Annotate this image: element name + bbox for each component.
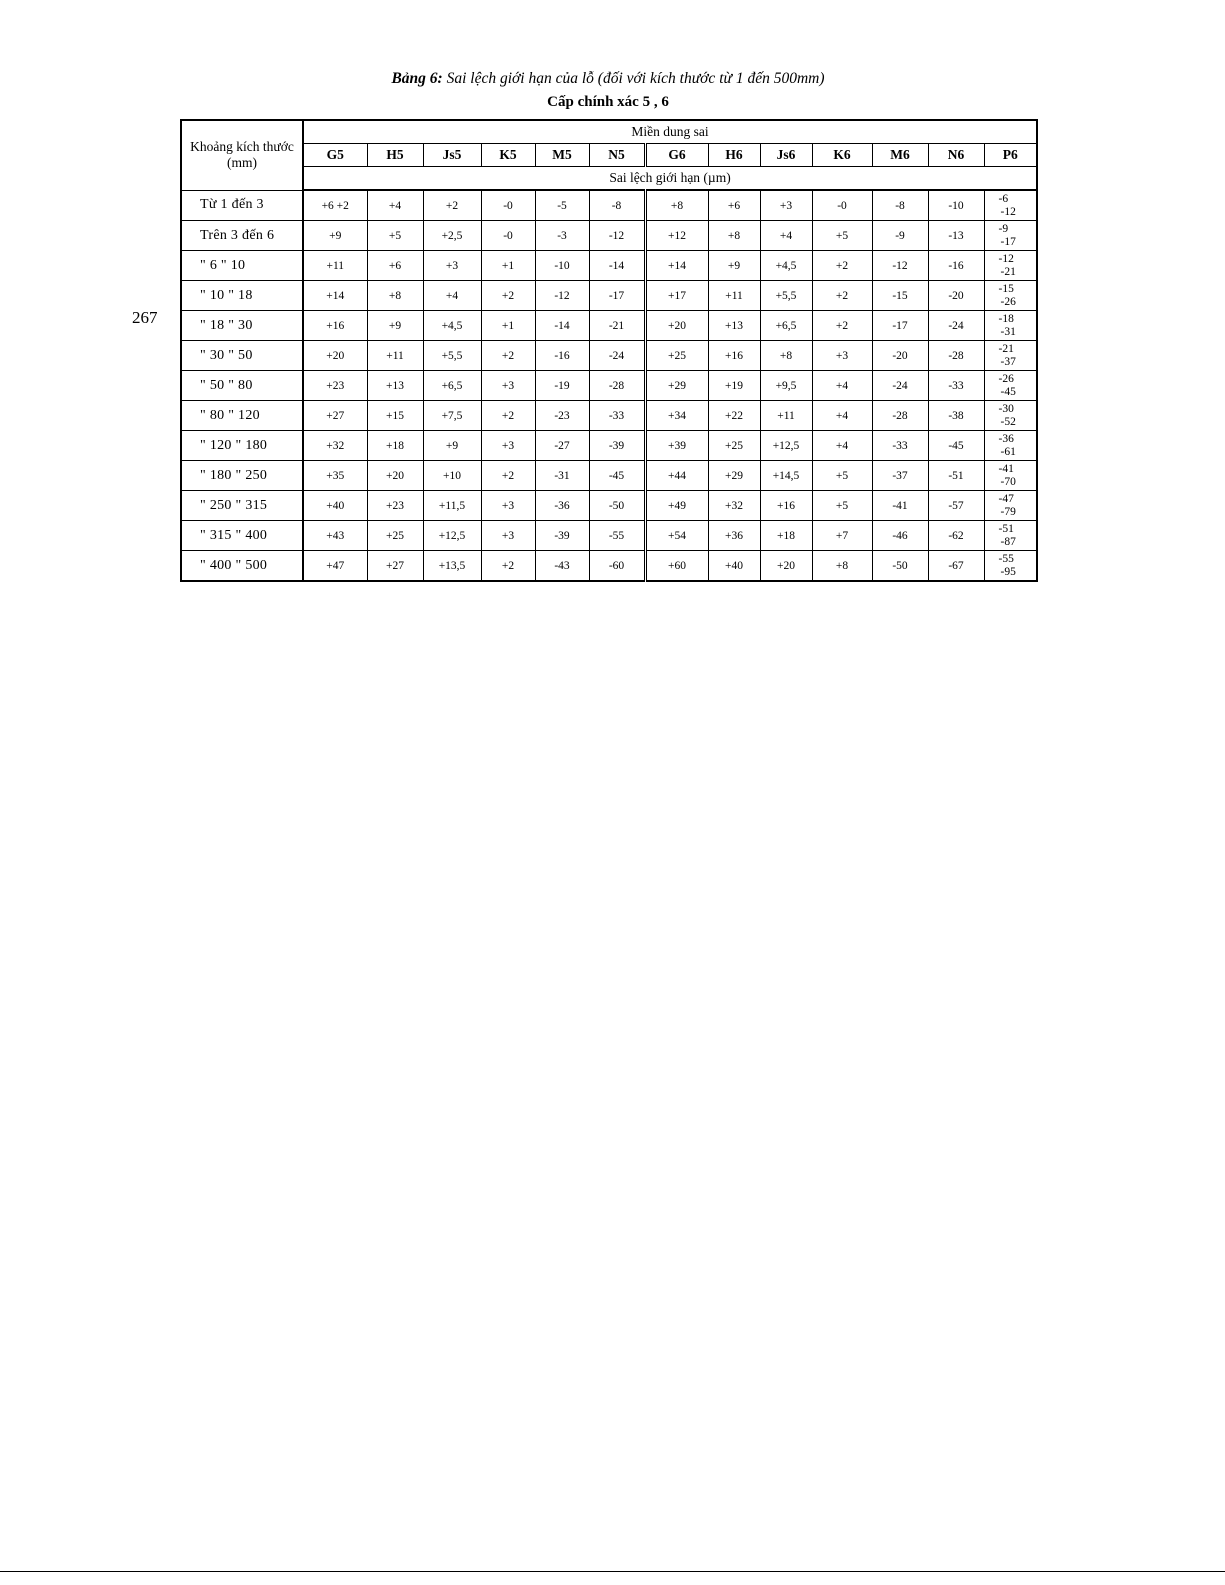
- p6-lower: -17: [1000, 235, 1016, 248]
- deviation-cell-h6: +29: [708, 461, 760, 491]
- deviation-cell-g5: +32: [303, 431, 367, 461]
- deviation-cell-p6: [984, 431, 1037, 461]
- deviation-cell-m5: -23: [535, 401, 589, 431]
- deviation-cell-g6: +34: [645, 401, 708, 431]
- deviation-cell-js5: +9: [423, 431, 481, 461]
- deviation-cell-m6: -50: [872, 551, 928, 582]
- size-range-cell: " 30 " 50: [181, 341, 303, 371]
- deviation-cell-h5: +13: [367, 371, 423, 401]
- p6-upper: -9: [998, 222, 1009, 235]
- p6-lower: -70: [1000, 475, 1016, 488]
- p6-upper: -26: [998, 372, 1014, 385]
- deviation-cell-p6: [984, 371, 1037, 401]
- deviation-cell-h5: +25: [367, 521, 423, 551]
- deviation-cell-p6: [984, 281, 1037, 311]
- deviation-cell-n5: -24: [589, 341, 645, 371]
- p6-lower: -26: [1000, 295, 1016, 308]
- deviation-cell-n5: -8: [589, 190, 645, 221]
- deviation-cell-k5: +2: [481, 551, 535, 582]
- p6-upper: -30: [998, 402, 1014, 415]
- deviation-cell-n6: -51: [928, 461, 984, 491]
- column-header-k6: K6: [812, 144, 872, 167]
- deviation-cell-k6: +5: [812, 221, 872, 251]
- deviation-cell-n5: -17: [589, 281, 645, 311]
- p6-upper: -12: [998, 252, 1014, 265]
- deviation-cell-k6: +7: [812, 521, 872, 551]
- deviation-cell-p6: [984, 311, 1037, 341]
- deviation-cell-k5: +1: [481, 251, 535, 281]
- table-row: [181, 281, 1037, 311]
- deviation-cell-h5: +4: [367, 190, 423, 221]
- table-subtitle: Cấp chính xác 5 , 6: [547, 94, 669, 110]
- table-row: [181, 401, 1037, 431]
- deviation-cell-h5: +8: [367, 281, 423, 311]
- size-range-cell: " 50 " 80: [181, 371, 303, 401]
- size-range-cell: " 120 " 180: [181, 431, 303, 461]
- p6-lower: -79: [1000, 505, 1016, 518]
- deviation-cell-m6: -9: [872, 221, 928, 251]
- deviation-cell-p6: [984, 221, 1037, 251]
- deviation-cell-g5: +20: [303, 341, 367, 371]
- deviation-cell-m5: -10: [535, 251, 589, 281]
- column-header-p6: P6: [984, 144, 1037, 167]
- deviation-cell-k6: +2: [812, 251, 872, 281]
- deviation-cell-m5: -14: [535, 311, 589, 341]
- p6-lower: -45: [1000, 385, 1016, 398]
- deviation-cell-n5: -14: [589, 251, 645, 281]
- size-range-cell: " 400 " 500: [181, 551, 303, 582]
- deviation-cell-h5: +6: [367, 251, 423, 281]
- p6-upper: -51: [998, 522, 1014, 535]
- deviation-cell-k6: +5: [812, 491, 872, 521]
- deviation-cell-js6: +14,5: [760, 461, 812, 491]
- table-row: [181, 491, 1037, 521]
- deviation-cell-k5: -0: [481, 221, 535, 251]
- deviation-cell-g6: +8: [645, 190, 708, 221]
- deviation-cell-h5: +23: [367, 491, 423, 521]
- size-range-cell: " 18 " 30: [181, 311, 303, 341]
- p6-lower: -87: [1000, 535, 1016, 548]
- p6-lower: -37: [1000, 355, 1016, 368]
- deviation-cell-m5: -36: [535, 491, 589, 521]
- deviation-cell-g5: +16: [303, 311, 367, 341]
- size-range-cell: " 180 " 250: [181, 461, 303, 491]
- deviation-cell-m6: -15: [872, 281, 928, 311]
- deviation-cell-n5: -55: [589, 521, 645, 551]
- deviation-cell-g5: +35: [303, 461, 367, 491]
- deviation-cell-g6: +20: [645, 311, 708, 341]
- deviation-cell-js5: +7,5: [423, 401, 481, 431]
- deviation-cell-k6: -0: [812, 190, 872, 221]
- column-header-n5: N5: [589, 144, 645, 167]
- deviation-cell-h5: +5: [367, 221, 423, 251]
- deviation-cell-js6: +9,5: [760, 371, 812, 401]
- deviation-cell-n6: -45: [928, 431, 984, 461]
- deviation-cell-g5: +27: [303, 401, 367, 431]
- deviation-cell-m5: -27: [535, 431, 589, 461]
- deviation-cell-g6: +49: [645, 491, 708, 521]
- deviation-cell-h5: +15: [367, 401, 423, 431]
- deviation-cell-h6: +40: [708, 551, 760, 582]
- deviation-cell-h6: +22: [708, 401, 760, 431]
- size-range-cell: " 10 " 18: [181, 281, 303, 311]
- deviation-cell-p6: [984, 491, 1037, 521]
- p6-upper: -41: [998, 462, 1014, 475]
- deviation-cell-k5: +3: [481, 371, 535, 401]
- deviation-cell-k6: +4: [812, 401, 872, 431]
- deviation-cell-n5: -50: [589, 491, 645, 521]
- p6-upper: -47: [998, 492, 1014, 505]
- size-range-cell: Từ 1 đến 3: [181, 190, 303, 221]
- deviation-cell-m5: -39: [535, 521, 589, 551]
- deviation-cell-h6: +25: [708, 431, 760, 461]
- deviation-cell-m6: -8: [872, 190, 928, 221]
- size-range-cell: " 250 " 315: [181, 491, 303, 521]
- deviation-cell-m5: -16: [535, 341, 589, 371]
- unit-header: Sai lệch giới hạn (µm): [303, 167, 1037, 191]
- deviation-cell-js5: +6,5: [423, 371, 481, 401]
- deviation-cell-n6: -57: [928, 491, 984, 521]
- deviation-cell-k5: +2: [481, 401, 535, 431]
- deviation-cell-m6: -28: [872, 401, 928, 431]
- deviation-cell-h5: +18: [367, 431, 423, 461]
- deviation-cell-g6: +39: [645, 431, 708, 461]
- deviation-cell-p6: [984, 521, 1037, 551]
- deviation-cell-g6: +60: [645, 551, 708, 582]
- table-body: [181, 190, 1037, 581]
- deviation-cell-h5: +11: [367, 341, 423, 371]
- table-row: [181, 431, 1037, 461]
- size-range-cell: " 6 " 10: [181, 251, 303, 281]
- column-header-g6: G6: [645, 144, 708, 167]
- deviation-cell-g5: +6 +2: [303, 190, 367, 221]
- deviation-cell-js6: +18: [760, 521, 812, 551]
- deviation-cell-h6: +16: [708, 341, 760, 371]
- deviation-cell-g6: +44: [645, 461, 708, 491]
- deviation-cell-n6: -13: [928, 221, 984, 251]
- deviation-cell-h6: +6: [708, 190, 760, 221]
- deviation-cell-k5: +1: [481, 311, 535, 341]
- table-row: [181, 190, 1037, 221]
- deviation-cell-m6: -33: [872, 431, 928, 461]
- deviation-cell-h6: +36: [708, 521, 760, 551]
- deviation-cell-m6: -17: [872, 311, 928, 341]
- column-header-h5: H5: [367, 144, 423, 167]
- deviation-cell-m6: -37: [872, 461, 928, 491]
- deviation-cell-n5: -45: [589, 461, 645, 491]
- deviation-cell-h6: +13: [708, 311, 760, 341]
- tolerance-table: [180, 119, 1038, 582]
- deviation-cell-h5: +9: [367, 311, 423, 341]
- deviation-cell-m5: -12: [535, 281, 589, 311]
- deviation-cell-n6: -20: [928, 281, 984, 311]
- deviation-cell-g6: +17: [645, 281, 708, 311]
- deviation-cell-k5: +3: [481, 521, 535, 551]
- deviation-cell-k6: +8: [812, 551, 872, 582]
- p6-lower: -61: [1000, 445, 1016, 458]
- deviation-cell-js6: +6,5: [760, 311, 812, 341]
- deviation-cell-js6: +12,5: [760, 431, 812, 461]
- deviation-cell-js6: +4,5: [760, 251, 812, 281]
- column-code-row: [181, 144, 1037, 167]
- deviation-cell-p6: [984, 190, 1037, 221]
- table-row: [181, 251, 1037, 281]
- deviation-cell-n5: -39: [589, 431, 645, 461]
- deviation-cell-k5: +2: [481, 341, 535, 371]
- table-row: [181, 341, 1037, 371]
- deviation-cell-g5: +14: [303, 281, 367, 311]
- deviation-cell-k5: -0: [481, 190, 535, 221]
- deviation-cell-k6: +3: [812, 341, 872, 371]
- size-range-cell: " 80 " 120: [181, 401, 303, 431]
- deviation-cell-p6: [984, 551, 1037, 582]
- column-header-n6: N6: [928, 144, 984, 167]
- deviation-cell-h5: +27: [367, 551, 423, 582]
- deviation-cell-g6: +12: [645, 221, 708, 251]
- p6-lower: -52: [1000, 415, 1016, 428]
- deviation-cell-m5: -31: [535, 461, 589, 491]
- deviation-cell-n5: -28: [589, 371, 645, 401]
- deviation-cell-m6: -20: [872, 341, 928, 371]
- deviation-cell-m5: -43: [535, 551, 589, 582]
- column-header-js6: Js6: [760, 144, 812, 167]
- table-row: [181, 311, 1037, 341]
- deviation-cell-js6: +8: [760, 341, 812, 371]
- deviation-cell-js5: +13,5: [423, 551, 481, 582]
- deviation-cell-k5: +2: [481, 281, 535, 311]
- deviation-cell-n6: -10: [928, 190, 984, 221]
- deviation-cell-js5: +2,5: [423, 221, 481, 251]
- deviation-cell-m6: -41: [872, 491, 928, 521]
- deviation-cell-n5: -33: [589, 401, 645, 431]
- table-row: [181, 551, 1037, 582]
- table-row: [181, 221, 1037, 251]
- deviation-cell-g6: +14: [645, 251, 708, 281]
- deviation-cell-m6: -24: [872, 371, 928, 401]
- table-row: [181, 371, 1037, 401]
- deviation-cell-g5: +23: [303, 371, 367, 401]
- p6-upper: -18: [998, 312, 1014, 325]
- p6-upper: -6: [998, 192, 1009, 205]
- deviation-cell-k5: +2: [481, 461, 535, 491]
- table-row: [181, 461, 1037, 491]
- deviation-cell-h6: +8: [708, 221, 760, 251]
- caption-text: Sai lệch giới hạn của lỗ (đối với kích thước từ 1 đến 500mm): [446, 70, 825, 87]
- p6-lower: -95: [1000, 565, 1016, 578]
- deviation-cell-n5: -21: [589, 311, 645, 341]
- deviation-cell-h5: +20: [367, 461, 423, 491]
- caption-lead: Bảng 6:: [391, 70, 443, 87]
- deviation-cell-m6: -12: [872, 251, 928, 281]
- deviation-cell-k5: +3: [481, 431, 535, 461]
- zone-header: Miền dung sai: [303, 120, 1037, 144]
- deviation-cell-n6: -33: [928, 371, 984, 401]
- deviation-cell-p6: [984, 461, 1037, 491]
- bottom-rule: [0, 1571, 1225, 1572]
- deviation-cell-p6: [984, 251, 1037, 281]
- deviation-cell-g6: +25: [645, 341, 708, 371]
- deviation-cell-g5: +43: [303, 521, 367, 551]
- column-header-js5: Js5: [423, 144, 481, 167]
- p6-upper: -21: [998, 342, 1014, 355]
- deviation-cell-m6: -46: [872, 521, 928, 551]
- deviation-cell-g5: +9: [303, 221, 367, 251]
- deviation-cell-js5: +5,5: [423, 341, 481, 371]
- deviation-cell-js6: +3: [760, 190, 812, 221]
- deviation-cell-js5: +11,5: [423, 491, 481, 521]
- deviation-cell-js5: +3: [423, 251, 481, 281]
- deviation-cell-m5: -5: [535, 190, 589, 221]
- deviation-cell-js6: +11: [760, 401, 812, 431]
- deviation-cell-g5: +11: [303, 251, 367, 281]
- table-caption: [180, 70, 1036, 88]
- deviation-cell-js6: +20: [760, 551, 812, 582]
- table-row: [181, 521, 1037, 551]
- deviation-cell-h6: +32: [708, 491, 760, 521]
- deviation-cell-k6: +2: [812, 311, 872, 341]
- deviation-cell-n6: -38: [928, 401, 984, 431]
- deviation-cell-n6: -24: [928, 311, 984, 341]
- size-range-cell: " 315 " 400: [181, 521, 303, 551]
- deviation-cell-n6: -62: [928, 521, 984, 551]
- deviation-cell-k6: +4: [812, 431, 872, 461]
- column-header-h6: H6: [708, 144, 760, 167]
- deviation-cell-k6: +4: [812, 371, 872, 401]
- deviation-cell-k6: +2: [812, 281, 872, 311]
- deviation-cell-n5: -12: [589, 221, 645, 251]
- deviation-cell-js6: +16: [760, 491, 812, 521]
- column-header-m5: M5: [535, 144, 589, 167]
- p6-lower: -31: [1000, 325, 1016, 338]
- p6-upper: -36: [998, 432, 1014, 445]
- page-number: 267: [132, 308, 158, 327]
- deviation-cell-js5: +2: [423, 190, 481, 221]
- deviation-cell-n5: -60: [589, 551, 645, 582]
- range-header: Khoảng kích thước (mm): [181, 120, 303, 190]
- deviation-cell-m5: -3: [535, 221, 589, 251]
- deviation-cell-k5: +3: [481, 491, 535, 521]
- deviation-cell-g6: +54: [645, 521, 708, 551]
- deviation-cell-g5: +47: [303, 551, 367, 582]
- p6-lower: -21: [1000, 265, 1016, 278]
- p6-upper: -15: [998, 282, 1014, 295]
- deviation-cell-js5: +12,5: [423, 521, 481, 551]
- column-header-g5: G5: [303, 144, 367, 167]
- deviation-cell-js6: +4: [760, 221, 812, 251]
- deviation-cell-m5: -19: [535, 371, 589, 401]
- deviation-cell-h6: +19: [708, 371, 760, 401]
- deviation-cell-p6: [984, 401, 1037, 431]
- deviation-cell-js6: +5,5: [760, 281, 812, 311]
- column-header-m6: M6: [872, 144, 928, 167]
- deviation-cell-g6: +29: [645, 371, 708, 401]
- deviation-cell-n6: -67: [928, 551, 984, 582]
- deviation-cell-g5: +40: [303, 491, 367, 521]
- deviation-cell-k6: +5: [812, 461, 872, 491]
- size-range-cell: Trên 3 đến 6: [181, 221, 303, 251]
- column-header-k5: K5: [481, 144, 535, 167]
- deviation-cell-js5: +4,5: [423, 311, 481, 341]
- deviation-cell-n6: -28: [928, 341, 984, 371]
- deviation-cell-h6: +11: [708, 281, 760, 311]
- deviation-cell-p6: [984, 341, 1037, 371]
- p6-upper: -55: [998, 552, 1014, 565]
- deviation-cell-js5: +10: [423, 461, 481, 491]
- deviation-cell-n6: -16: [928, 251, 984, 281]
- deviation-cell-js5: +4: [423, 281, 481, 311]
- deviation-cell-h6: +9: [708, 251, 760, 281]
- p6-lower: -12: [1000, 205, 1016, 218]
